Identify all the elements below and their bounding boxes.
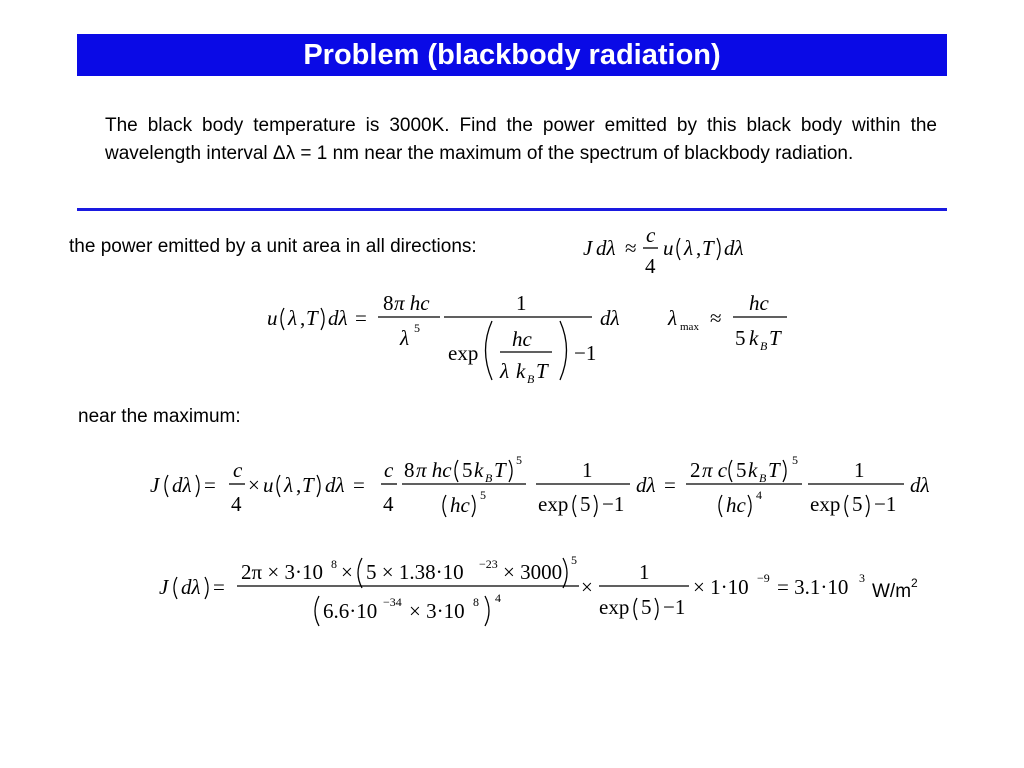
svg-text:u: u <box>263 473 274 497</box>
svg-text:−9: −9 <box>757 571 770 585</box>
svg-text:5: 5 <box>852 492 863 516</box>
svg-text:,: , <box>300 306 306 330</box>
svg-text:dλ: dλ <box>724 236 744 260</box>
svg-text:c: c <box>646 223 656 247</box>
svg-text:5: 5 <box>516 453 522 467</box>
svg-text:dλ: dλ <box>181 575 201 599</box>
svg-text:5 × 1.38·10: 5 × 1.38·10 <box>366 560 464 584</box>
svg-text:4: 4 <box>756 488 762 502</box>
svg-text:B: B <box>760 339 768 353</box>
svg-text:5: 5 <box>792 453 798 467</box>
svg-text:8: 8 <box>383 291 394 315</box>
svg-text:T: T <box>702 236 714 260</box>
svg-text:B: B <box>527 372 535 386</box>
svg-text:max: max <box>680 321 699 333</box>
slide-title: Problem (blackbody radiation) <box>303 38 721 71</box>
svg-text:dλ: dλ <box>600 306 620 330</box>
svg-text:,: , <box>296 473 302 497</box>
svg-text:×: × <box>341 560 353 584</box>
svg-text:u: u <box>267 306 278 330</box>
svg-text:J: J <box>159 575 169 599</box>
svg-text:dλ: dλ <box>172 473 192 497</box>
svg-text:J: J <box>583 236 593 260</box>
svg-text:dλ: dλ <box>596 236 616 260</box>
svg-text:4: 4 <box>383 492 394 516</box>
svg-text:≈: ≈ <box>710 306 722 330</box>
svg-text:T: T <box>494 458 506 482</box>
svg-text:−23: −23 <box>479 557 498 571</box>
svg-text:−34: −34 <box>383 595 402 609</box>
svg-text:T: T <box>306 306 318 330</box>
svg-text:8: 8 <box>331 557 337 571</box>
power-label: the power emitted by a unit area in all directions: <box>69 236 477 257</box>
svg-text:1: 1 <box>639 560 650 584</box>
svg-text:hc: hc <box>450 493 470 517</box>
svg-text:1: 1 <box>854 458 865 482</box>
svg-text:5: 5 <box>571 553 577 567</box>
svg-text:k: k <box>749 326 759 350</box>
svg-text:dλ: dλ <box>328 306 348 330</box>
svg-text:J: J <box>150 473 160 497</box>
svg-text:π hc: π hc <box>394 291 430 315</box>
svg-text:T: T <box>536 359 548 383</box>
svg-text:−1: −1 <box>574 341 597 365</box>
svg-text:×: × <box>248 473 260 497</box>
svg-text:5: 5 <box>736 458 747 482</box>
svg-text:dλ: dλ <box>636 473 656 497</box>
svg-text:5: 5 <box>641 595 652 619</box>
equation-near-maximum <box>148 450 948 530</box>
svg-text:× 3·10: × 3·10 <box>409 599 465 623</box>
svg-text:,: , <box>696 236 702 260</box>
svg-text:4: 4 <box>495 591 501 605</box>
svg-text:T: T <box>302 473 314 497</box>
problem-statement: The black body temperature is 3000K. Find the power emitted by this black body within the wavelength interval Δλ = 1 nm near the maximum of the spectrum of blackbody radiation. <box>105 115 937 164</box>
svg-text:4: 4 <box>645 254 656 278</box>
svg-text:hc: hc <box>512 327 532 351</box>
svg-text:× 3000: × 3000 <box>503 560 563 584</box>
svg-text:c: c <box>233 458 243 482</box>
svg-text:× 1·10: × 1·10 <box>693 575 749 599</box>
equation-j-d-lambda <box>580 222 780 284</box>
svg-text:×: × <box>581 575 593 599</box>
svg-text:5: 5 <box>462 458 473 482</box>
near-maximum-label: near the maximum: <box>78 406 241 427</box>
svg-text:=: = <box>353 473 365 497</box>
svg-text:−1: −1 <box>874 492 897 516</box>
svg-text:exp: exp <box>448 341 479 365</box>
svg-text:6.6·10: 6.6·10 <box>323 599 378 623</box>
svg-text:≈: ≈ <box>625 236 637 260</box>
svg-text:λ: λ <box>668 306 678 330</box>
svg-text:5: 5 <box>580 492 591 516</box>
svg-text:T: T <box>769 326 781 350</box>
equation-wien <box>665 288 805 358</box>
title-bar <box>77 34 947 76</box>
svg-text:k: k <box>516 359 526 383</box>
svg-text:2π × 3·10: 2π × 3·10 <box>241 560 323 584</box>
svg-text:−1: −1 <box>663 595 686 619</box>
svg-text:5: 5 <box>735 326 746 350</box>
svg-text:π c: π c <box>702 458 728 482</box>
svg-text:u: u <box>663 236 674 260</box>
svg-text:π hc: π hc <box>416 458 452 482</box>
svg-text:λ: λ <box>500 359 510 383</box>
svg-text:λ: λ <box>400 326 410 350</box>
svg-text:exp: exp <box>599 595 630 619</box>
svg-text:B: B <box>759 471 767 485</box>
unit-text: W/m <box>872 581 912 602</box>
equation-numeric <box>157 552 877 632</box>
svg-text:2: 2 <box>690 458 701 482</box>
svg-text:=: = <box>204 473 216 497</box>
svg-text:= 3.1·10: = 3.1·10 <box>777 575 849 599</box>
svg-text:4: 4 <box>231 492 242 516</box>
svg-text:5: 5 <box>414 321 420 335</box>
svg-text:dλ: dλ <box>910 473 930 497</box>
svg-text:T: T <box>768 458 780 482</box>
svg-text:exp: exp <box>538 492 569 516</box>
equation-planck <box>262 288 632 388</box>
svg-text:hc: hc <box>726 493 746 517</box>
svg-text:hc: hc <box>749 291 769 315</box>
unit-exponent: 2 <box>911 576 918 590</box>
svg-text:=: = <box>664 473 676 497</box>
result-unit <box>872 576 918 603</box>
svg-text:=: = <box>213 575 225 599</box>
svg-text:B: B <box>485 471 493 485</box>
svg-text:1: 1 <box>582 458 593 482</box>
svg-text:8: 8 <box>473 595 479 609</box>
svg-text:λ: λ <box>684 236 694 260</box>
divider-line <box>77 208 947 211</box>
svg-text:−1: −1 <box>602 492 625 516</box>
svg-text:8: 8 <box>404 458 415 482</box>
svg-text:k: k <box>474 458 484 482</box>
svg-text:1: 1 <box>516 291 527 315</box>
svg-text:k: k <box>748 458 758 482</box>
svg-text:λ: λ <box>288 306 298 330</box>
svg-text:c: c <box>384 458 394 482</box>
svg-text:3: 3 <box>859 571 865 585</box>
svg-text:=: = <box>355 306 367 330</box>
svg-text:exp: exp <box>810 492 841 516</box>
svg-text:5: 5 <box>480 488 486 502</box>
svg-text:dλ: dλ <box>325 473 345 497</box>
svg-text:λ: λ <box>284 473 294 497</box>
